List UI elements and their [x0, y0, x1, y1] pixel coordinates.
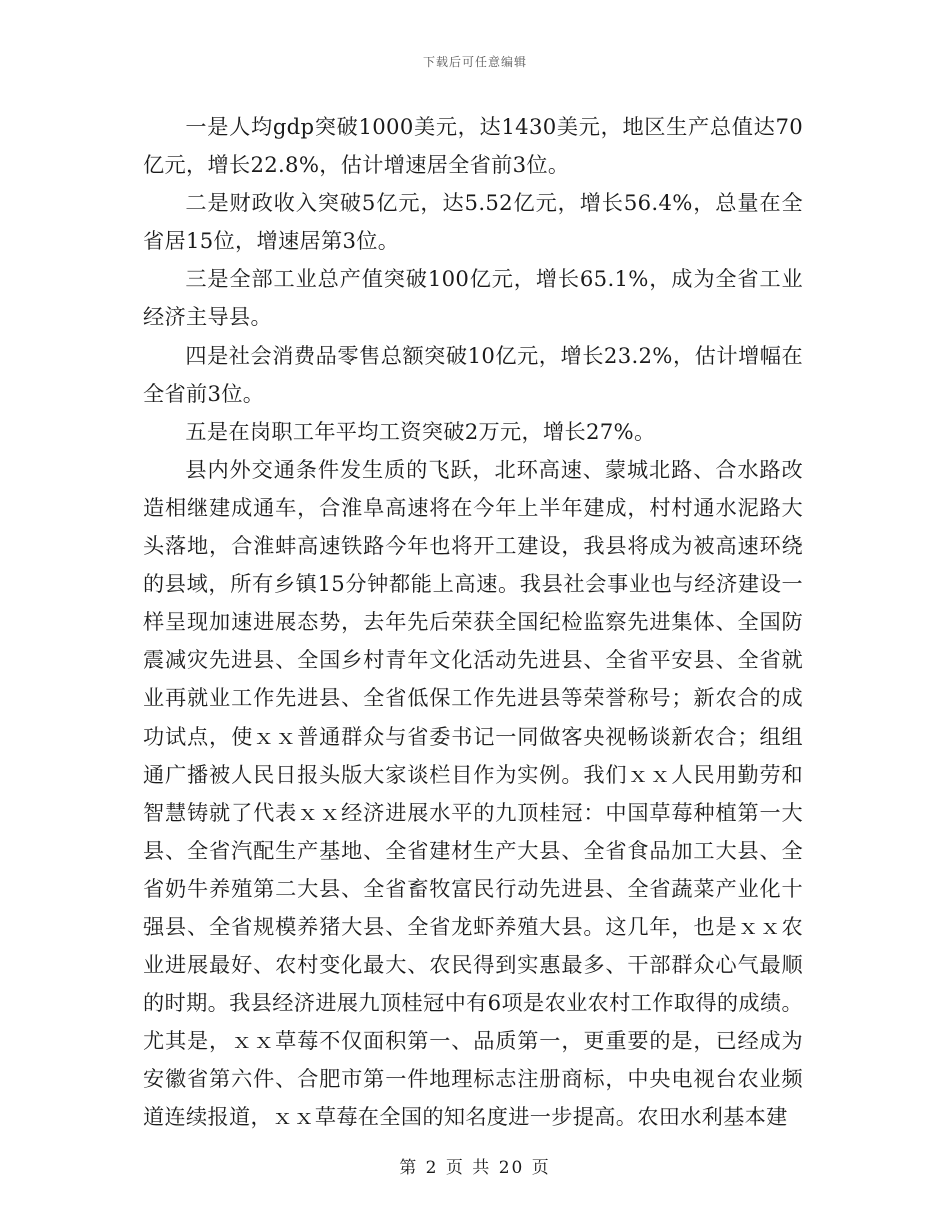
paragraph-industrial-output: 三是全部工业总产值突破100亿元，增长65.1%，成为全省工业经济主导县。	[143, 266, 803, 330]
page-header: 下载后可任意编辑	[422, 55, 527, 69]
paragraph-wages: 五是在岗职工年平均工资突破2万元，增长27%。	[185, 418, 656, 444]
page-number: 第 2 页 共 20 页	[399, 1158, 551, 1178]
paragraph-fiscal-revenue: 二是财政收入突破5亿元，达5.52亿元，增长56.4%，总量在全省居15位，增速居第3位。	[143, 190, 803, 254]
paragraph-gdp: 一是人均gdp突破1000美元，达1430美元，地区生产总值达70亿元，增长22.8%，估计增速居全省前3位。	[143, 114, 803, 178]
paragraph-transport-and-honors: 县内外交通条件发生质的飞跃，北环高速、蒙城北路、合水路改造相继建成通车，合淮阜高速将在今年上半年建成，村村通水泥路大头落地，合淮蚌高速铁路今年也将开工建设，我县将成为被高速环绕的县域，所有乡镇15分钟都能上高速。我县社会事业也与经济建设一样呈现加速进展态势，去年先后荣获全国纪检监察先进集体、全国防震减灾先进县、全国乡村青年文化活动先进县、全省平安县、全省就业再就业工作先进县、全省低保工作先进县等荣誉称号；新农合的成功试点，使ｘｘ普通群众与省委书记一同做客央视畅谈新农合；组组通广播被人民日报头版大家谈栏目作为实例。我们ｘｘ人民用勤劳和智慧铸就了代表ｘｘ经济进展水平的九顶桂冠：中国草莓种植第一大县、全省汽配生产基地、全省建材生产大县、全省食品加工大县、全省奶牛养殖第二大县、全省畜牧富民行动先进县、全省蔬菜产业化十强县、全省规模养猪大县、全省龙虾养殖大县。这几年，也是ｘｘ农业进展最好、农村变化最大、农民得到实惠最多、干部群众心气最顺的时期。我县经济进展九顶桂冠中有6项是农业农村工作取得的成绩。尤其是，ｘｘ草莓不仅面积第一、品质第一，更重要的是，已经成为安徽省第六件、合肥市第一件地理标志注册商标，中央电视台农业频道连续报道，ｘｘ草莓在全国的知名度进一步提高。农田水利基本建	[143, 456, 803, 1130]
paragraph-retail-sales: 四是社会消费品零售总额突破10亿元，增长23.2%，估计增幅在全省前3位。	[143, 342, 803, 406]
document-body	[143, 108, 803, 1137]
